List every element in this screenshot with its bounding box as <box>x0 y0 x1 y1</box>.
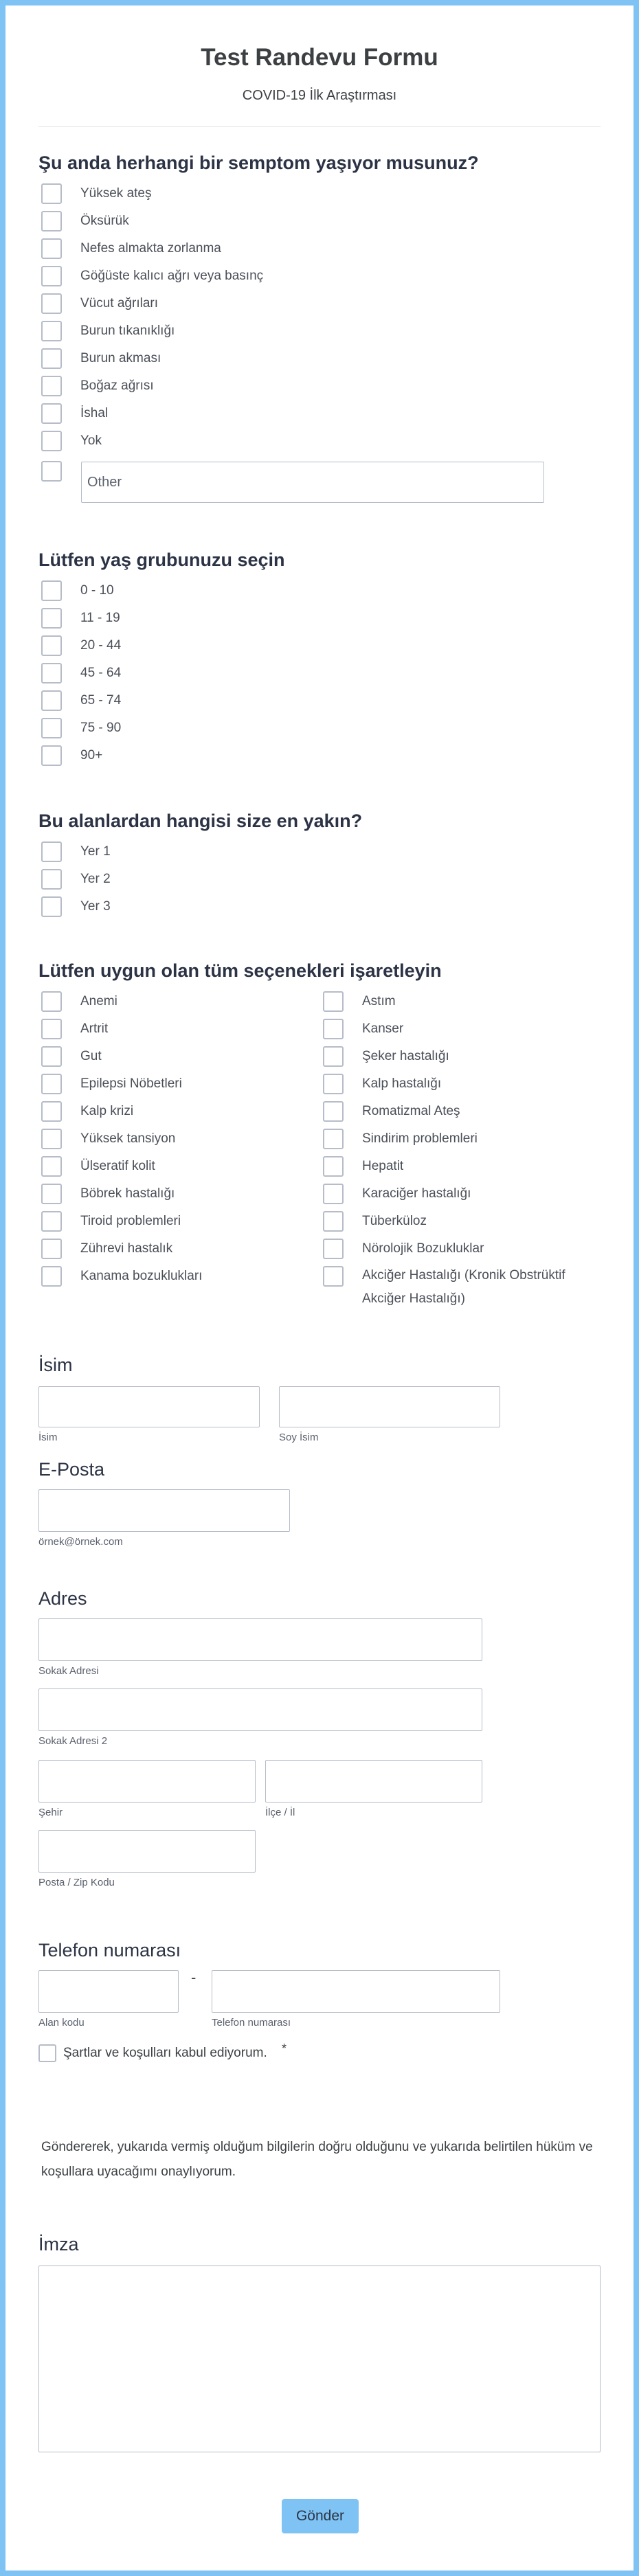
checkbox[interactable] <box>323 1239 344 1259</box>
condition-option[interactable]: Kanser <box>323 1018 403 1040</box>
condition-option[interactable]: Karaciğer hastalığı <box>323 1183 471 1205</box>
header-divider <box>38 126 601 127</box>
city-input[interactable] <box>38 1760 256 1803</box>
condition-option[interactable]: Böbrek hastalığı <box>41 1183 175 1205</box>
phone-number-input[interactable] <box>212 1970 500 2013</box>
checkbox[interactable] <box>41 1074 62 1094</box>
address-label: Adres <box>38 1588 87 1609</box>
symptom-option[interactable]: Burun tıkanıklığı <box>41 320 175 342</box>
condition-option[interactable]: Artrit <box>41 1018 108 1040</box>
area-question: Bu alanlardan hangisi size en yakın? <box>38 811 363 831</box>
signature-label: İmza <box>38 2234 79 2255</box>
consent-text: Göndererek, yukarıda vermiş olduğum bilgilerin doğru olduğunu ve yukarıda belirtilen hüküm ve koşullara uyacağımı onaylıyorum. <box>41 2140 593 2179</box>
checkbox[interactable] <box>41 211 62 231</box>
radio[interactable] <box>41 608 62 629</box>
signature-pad[interactable] <box>38 2266 601 2452</box>
radio[interactable] <box>41 580 62 601</box>
checkbox[interactable] <box>41 348 62 369</box>
radio[interactable] <box>41 718 62 738</box>
radio[interactable] <box>41 896 62 917</box>
condition-option[interactable]: Yüksek tansiyon <box>41 1128 175 1150</box>
age-option[interactable]: 20 - 44 <box>41 635 121 657</box>
required-mark: * <box>282 2042 287 2055</box>
symptom-other-input[interactable]: Other <box>81 462 544 503</box>
checkbox[interactable] <box>323 1156 344 1177</box>
checkbox[interactable] <box>41 1266 62 1287</box>
checkbox[interactable] <box>41 1046 62 1067</box>
phone-label: Telefon numarası <box>38 1940 181 1961</box>
condition-option[interactable]: Tiroid problemleri <box>41 1210 181 1232</box>
checkbox[interactable] <box>41 183 62 204</box>
symptom-option[interactable]: Nefes almakta zorlanma <box>41 238 221 260</box>
last-name-sublabel: Soy İsim <box>279 1432 319 1443</box>
condition-option[interactable]: Astım <box>323 991 396 1013</box>
condition-option[interactable]: Gut <box>41 1046 102 1067</box>
symptom-option[interactable]: Göğüste kalıcı ağrı veya basınç <box>41 265 263 287</box>
street-address2-input[interactable] <box>38 1688 482 1731</box>
symptom-option[interactable]: İshal <box>41 403 108 425</box>
checkbox[interactable] <box>41 266 62 286</box>
submit-button[interactable]: Gönder <box>282 2499 359 2533</box>
checkbox[interactable] <box>323 1019 344 1039</box>
checkbox[interactable] <box>323 1101 344 1122</box>
checkbox[interactable] <box>323 1129 344 1149</box>
terms-checkbox[interactable] <box>38 2044 56 2062</box>
checkbox[interactable] <box>41 1129 62 1149</box>
checkbox[interactable] <box>41 321 62 341</box>
checkbox[interactable] <box>323 991 344 1012</box>
zip-sublabel: Posta / Zip Kodu <box>38 1877 115 1888</box>
radio[interactable] <box>41 635 62 656</box>
checkbox[interactable] <box>323 1211 344 1232</box>
phone-number-sublabel: Telefon numarası <box>212 2017 291 2029</box>
condition-option[interactable]: Anemi <box>41 991 117 1013</box>
condition-option[interactable]: Kalp hastalığı <box>323 1073 441 1095</box>
checkbox[interactable] <box>323 1046 344 1067</box>
symptom-option[interactable]: Yok <box>41 430 102 452</box>
zip-input[interactable] <box>38 1830 256 1873</box>
area-option[interactable]: Yer 3 <box>41 896 111 918</box>
state-sublabel: İlçe / İl <box>265 1807 295 1818</box>
radio[interactable] <box>41 690 62 711</box>
checkbox[interactable] <box>323 1184 344 1204</box>
condition-option[interactable]: Kalp krizi <box>41 1100 133 1122</box>
condition-option[interactable]: Sindirim problemleri <box>323 1128 478 1150</box>
symptom-option[interactable]: Yüksek ateş <box>41 183 152 205</box>
radio[interactable] <box>41 869 62 890</box>
symptom-option[interactable]: Öksürük <box>41 210 129 232</box>
form-subtitle: COVID-19 İlk Araştırması <box>242 88 397 103</box>
street-address-input[interactable] <box>38 1618 482 1661</box>
first-name-input[interactable] <box>38 1386 260 1427</box>
checkbox[interactable] <box>41 1239 62 1259</box>
condition-option-label: Akciğer Hastalığı (Kronik Obstrüktif Akciğer Hastalığı) <box>362 1268 565 1306</box>
condition-option[interactable]: Epilepsi Nöbetleri <box>41 1073 182 1095</box>
form-title: Test Randevu Formu <box>201 44 438 71</box>
age-option[interactable]: 65 - 74 <box>41 690 121 712</box>
checkbox[interactable] <box>41 991 62 1012</box>
radio[interactable] <box>41 745 62 766</box>
email-input[interactable] <box>38 1489 290 1532</box>
street-address2-sublabel: Sokak Adresi 2 <box>38 1735 108 1747</box>
area-option[interactable]: Yer 2 <box>41 868 111 890</box>
checkbox[interactable] <box>41 1101 62 1122</box>
age-option[interactable]: 90+ <box>41 745 102 767</box>
symptom-option[interactable]: Boğaz ağrısı <box>41 375 154 397</box>
condition-option[interactable]: Romatizmal Ateş <box>323 1100 460 1122</box>
checkbox[interactable] <box>323 1266 344 1287</box>
checkbox[interactable] <box>41 1156 62 1177</box>
symptoms-question: Şu anda herhangi bir semptom yaşıyor musunuz? <box>38 152 479 173</box>
form-card <box>5 5 634 2571</box>
age-option[interactable]: 45 - 64 <box>41 662 121 684</box>
last-name-input[interactable] <box>279 1386 500 1427</box>
condition-option[interactable]: Nörolojik Bozukluklar <box>323 1238 484 1260</box>
city-sublabel: Şehir <box>38 1807 63 1818</box>
symptom-other-checkbox[interactable] <box>41 461 62 482</box>
email-label: E-Posta <box>38 1459 105 1480</box>
checkbox[interactable] <box>41 1184 62 1204</box>
first-name-sublabel: İsim <box>38 1432 58 1443</box>
radio[interactable] <box>41 841 62 862</box>
age-option[interactable]: 0 - 10 <box>41 580 114 602</box>
checkbox[interactable] <box>41 403 62 424</box>
condition-option[interactable]: Zührevi hastalık <box>41 1238 172 1260</box>
condition-option[interactable]: Hepatit <box>323 1155 403 1177</box>
state-input[interactable] <box>265 1760 482 1803</box>
radio[interactable] <box>41 663 62 683</box>
age-question: Lütfen yaş grubunuzu seçin <box>38 550 285 570</box>
checkbox[interactable] <box>41 238 62 259</box>
area-option[interactable]: Yer 1 <box>41 841 111 863</box>
condition-option[interactable]: Ülseratif kolit <box>41 1155 155 1177</box>
street-address-sublabel: Sokak Adresi <box>38 1665 99 1677</box>
age-option[interactable]: 75 - 90 <box>41 717 121 739</box>
phone-area-code-sublabel: Alan kodu <box>38 2017 85 2029</box>
phone-area-code-input[interactable] <box>38 1970 179 2013</box>
symptom-option[interactable]: Burun akması <box>41 348 161 370</box>
checkbox[interactable] <box>41 1019 62 1039</box>
checkbox[interactable] <box>41 293 62 314</box>
phone-separator: - <box>191 1969 197 1986</box>
age-option[interactable]: 11 - 19 <box>41 607 120 629</box>
symptom-option[interactable]: Vücut ağrıları <box>41 293 158 315</box>
checkbox[interactable] <box>41 376 62 396</box>
checkbox[interactable] <box>41 431 62 451</box>
terms-label[interactable]: Şartlar ve koşulları kabul ediyorum. <box>63 2046 267 2060</box>
condition-option[interactable]: Şeker hastalığı <box>323 1046 449 1067</box>
checkbox[interactable] <box>41 1211 62 1232</box>
condition-option[interactable]: Tüberküloz <box>323 1210 427 1232</box>
checkbox[interactable] <box>323 1074 344 1094</box>
condition-option[interactable]: Kanama bozuklukları <box>41 1265 202 1287</box>
email-sublabel: örnek@örnek.com <box>38 1536 123 1548</box>
name-label: İsim <box>38 1355 73 1375</box>
conditions-question: Lütfen uygun olan tüm seçenekleri işaretleyin <box>38 960 442 981</box>
